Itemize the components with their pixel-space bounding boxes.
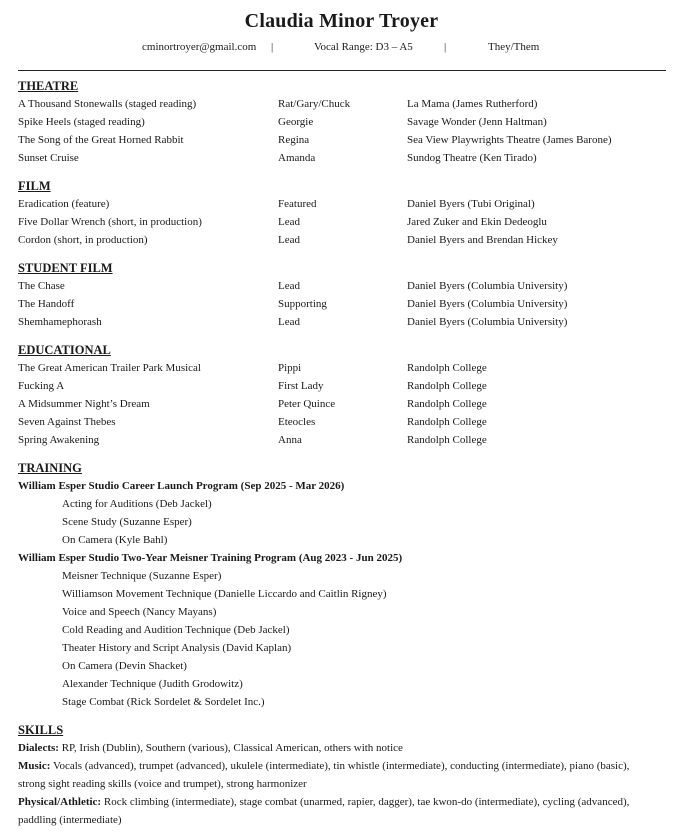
credit-company: Sundog Theatre (Ken Tirado) <box>407 152 537 164</box>
training-class: Scene Study (Suzanne Esper) <box>62 516 192 528</box>
credit-company: Daniel Byers and Brendan Hickey <box>407 234 558 246</box>
skill-label: Dialects: <box>18 742 59 754</box>
skill-label: Physical/Athletic: <box>18 796 102 808</box>
training-class: Williamson Movement Technique (Danielle Liccardo and Caitlin Rigney) <box>62 588 387 600</box>
credit-title: Shemhamephorash <box>18 316 102 328</box>
training-class: Acting for Auditions (Deb Jackel) <box>62 498 212 510</box>
credit-company: Randolph College <box>407 362 487 374</box>
credit-role: Lead <box>278 316 300 328</box>
credit-company: La Mama (James Rutherford) <box>407 98 538 110</box>
contact-email: cminortroyer@gmail.com <box>142 41 257 53</box>
training-class: On Camera (Devin Shacket) <box>62 660 187 672</box>
credit-title: A Midsummer Night’s Dream <box>18 398 150 410</box>
contact-pronouns: They/Them <box>488 41 540 53</box>
training-class: Meisner Technique (Suzanne Esper) <box>62 570 222 582</box>
credit-title: A Thousand Stonewalls (staged reading) <box>18 98 197 110</box>
contact-separator: | <box>444 41 447 53</box>
skill-item <box>18 757 658 793</box>
credit-row <box>18 213 668 231</box>
credit-role: Amanda <box>278 152 316 164</box>
credit-role: First Lady <box>278 380 324 392</box>
credit-company: Randolph College <box>407 398 487 410</box>
credit-title: Fucking A <box>18 380 65 392</box>
credit-row <box>18 431 668 449</box>
credit-role: Regina <box>278 134 310 146</box>
credit-row <box>18 231 668 249</box>
credit-title: Spring Awakening <box>18 434 100 446</box>
credit-role: Lead <box>278 216 300 228</box>
credit-row <box>18 359 668 377</box>
credit-row <box>18 395 668 413</box>
credit-title: Seven Against Thebes <box>18 416 116 428</box>
film-credits <box>18 195 668 249</box>
credit-row <box>18 149 668 167</box>
credit-role: Featured <box>278 198 317 210</box>
skill-item <box>18 793 658 829</box>
credit-role: Pippi <box>278 362 302 374</box>
credit-role: Anna <box>278 434 302 446</box>
credit-title: The Song of the Great Horned Rabbit <box>18 134 184 146</box>
credit-row <box>18 413 668 431</box>
skill-item <box>18 739 658 757</box>
header-divider <box>18 70 666 71</box>
skill-label: Music: <box>18 760 51 772</box>
credit-role: Lead <box>278 280 300 292</box>
credit-row <box>18 195 668 213</box>
credit-role: Lead <box>278 234 300 246</box>
contact-separator: | <box>271 41 274 53</box>
section-heading-educational: EDUCATIONAL <box>18 343 111 357</box>
educational-credits <box>18 359 668 449</box>
credit-row <box>18 95 668 113</box>
credit-title: Cordon (short, in production) <box>18 234 148 246</box>
training-programs <box>18 477 668 711</box>
resume-body <box>18 75 668 829</box>
credit-company: Savage Wonder (Jenn Haltman) <box>407 116 547 128</box>
credit-company: Randolph College <box>407 434 487 446</box>
training-class: Theater History and Script Analysis (David Kaplan) <box>62 642 292 654</box>
contact-vocal-range: Vocal Range: D3 – A5 <box>314 41 413 53</box>
student-film-credits <box>18 277 668 331</box>
training-class: Cold Reading and Audition Technique (Deb Jackel) <box>62 624 290 636</box>
credit-title: Spike Heels (staged reading) <box>18 116 145 128</box>
section-heading-theatre: THEATRE <box>18 79 79 93</box>
resume-name: Claudia Minor Troyer <box>244 10 439 32</box>
skills-list <box>18 739 668 829</box>
credit-title: The Handoff <box>18 298 75 310</box>
credit-company: Jared Zuker and Ekin Dedeoglu <box>407 216 547 228</box>
credit-role: Georgie <box>278 116 314 128</box>
training-class: On Camera (Kyle Bahl) <box>62 534 168 546</box>
credit-company: Randolph College <box>407 380 487 392</box>
skill-text: Vocals (advanced), trumpet (advanced), ukulele (intermediate), tin whistle (intermediate), conducting (intermediate), piano (basic), strong sight reading skills (voice and trumpet), strong harmonizer <box>18 760 630 790</box>
credit-row <box>18 277 668 295</box>
theatre-credits <box>18 95 668 167</box>
section-heading-training: TRAINING <box>18 461 82 475</box>
credit-role: Supporting <box>278 298 327 310</box>
credit-role: Peter Quince <box>278 398 336 410</box>
credit-row <box>18 131 668 149</box>
credit-title: The Chase <box>18 280 65 292</box>
credit-title: Eradication (feature) <box>18 198 110 210</box>
credit-company: Daniel Byers (Tubi Original) <box>407 198 535 210</box>
credit-role: Rat/Gary/Chuck <box>278 98 351 110</box>
section-heading-student-film: STUDENT FILM <box>18 261 113 275</box>
section-heading-skills: SKILLS <box>18 723 64 737</box>
credit-company: Randolph College <box>407 416 487 428</box>
credit-title: The Great American Trailer Park Musical <box>18 362 201 374</box>
credit-row <box>18 113 668 131</box>
section-heading-film: FILM <box>18 179 51 193</box>
contact-line <box>0 41 683 55</box>
training-class: Alexander Technique (Judith Grodowitz) <box>62 678 243 690</box>
training-class: Voice and Speech (Nancy Mayans) <box>62 606 217 618</box>
credit-title: Sunset Cruise <box>18 152 79 164</box>
skill-text: Rock climbing (intermediate), stage combat (unarmed, rapier, dagger), tae kwon-do (intermediate), cycling (advanced), paddling (intermediate) <box>18 796 630 826</box>
credit-row <box>18 313 668 331</box>
credit-row <box>18 295 668 313</box>
credit-company: Daniel Byers (Columbia University) <box>407 280 568 292</box>
training-program-title: William Esper Studio Career Launch Program (Sep 2025 - Mar 2026) <box>18 480 345 492</box>
skill-text: RP, Irish (Dublin), Southern (various), Classical American, others with notice <box>58 742 403 754</box>
credit-company: Daniel Byers (Columbia University) <box>407 298 568 310</box>
training-class: Stage Combat (Rick Sordelet & Sordelet Inc.) <box>62 696 265 708</box>
credit-company: Sea View Playwrights Theatre (James Barone) <box>407 134 612 146</box>
credit-role: Eteocles <box>278 416 316 428</box>
credit-company: Daniel Byers (Columbia University) <box>407 316 568 328</box>
credit-row <box>18 377 668 395</box>
credit-title: Five Dollar Wrench (short, in production) <box>18 216 202 228</box>
training-program-title: William Esper Studio Two-Year Meisner Training Program (Aug 2023 - Jun 2025) <box>18 552 403 564</box>
